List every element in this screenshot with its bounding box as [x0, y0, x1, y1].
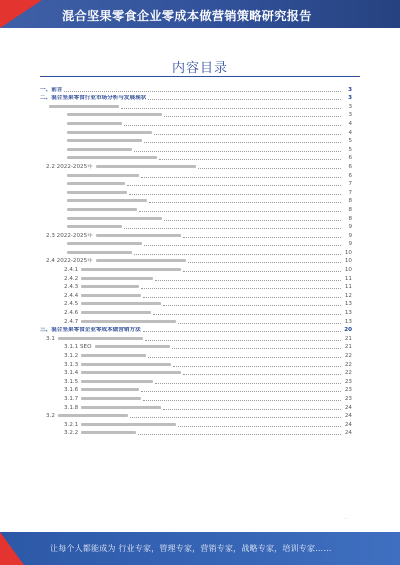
toc-entry-title: 2.4.5: [40, 301, 161, 308]
toc-leader-dots: [159, 159, 341, 160]
toc-entry[interactable]: [40, 394, 352, 403]
toc-entry-page: 24: [344, 413, 352, 420]
toc-entry-page: 5: [348, 146, 352, 153]
toc-entry-title: [40, 224, 122, 231]
illegible-text-placeholder: [67, 242, 142, 245]
toc-entry-title: [40, 207, 137, 214]
toc-entry-title: 3.2.1: [40, 422, 176, 429]
illegible-text-placeholder: [67, 139, 142, 142]
toc-heading-rule: [40, 76, 360, 77]
toc-entry-page: 23: [344, 378, 352, 385]
page-marker: ·: [345, 516, 347, 522]
toc-entry[interactable]: [40, 257, 352, 266]
toc-entry-title: [40, 241, 142, 248]
toc-leader-dots: [164, 116, 341, 117]
toc-leader-dots: [149, 202, 341, 203]
toc-entry[interactable]: [40, 300, 352, 309]
illegible-text-placeholder: [67, 122, 122, 125]
toc-entry-page: 3: [348, 112, 352, 119]
toc-leader-dots: [129, 194, 341, 195]
toc-leader-dots: [121, 108, 341, 109]
toc-entry-page: 5: [348, 138, 352, 145]
illegible-text-placeholder: [81, 302, 161, 305]
toc-entry-page: 12: [344, 292, 352, 299]
toc-leader-dots: [183, 271, 341, 272]
toc-entry[interactable]: [40, 223, 352, 232]
toc-entry[interactable]: [40, 369, 352, 378]
report-header-bar: [0, 0, 400, 28]
illegible-text-placeholder: [67, 225, 122, 228]
illegible-text-placeholder: [81, 423, 176, 426]
toc-entry[interactable]: [40, 128, 352, 137]
toc-entry-page: 22: [344, 353, 352, 359]
toc-leader-dots: [183, 237, 341, 238]
toc-entry-page: 11: [344, 284, 352, 291]
illegible-text-placeholder: [81, 388, 139, 391]
toc-entry[interactable]: [40, 248, 352, 257]
illegible-text-placeholder: [96, 165, 196, 168]
toc-entry[interactable]: [40, 171, 352, 180]
toc-entry-page: 3: [348, 103, 352, 110]
toc-entry-title: 3.1.7: [40, 396, 141, 403]
toc-entry-page: 6: [348, 163, 352, 170]
toc-leader-dots: [164, 220, 341, 221]
toc-entry-title: [40, 181, 125, 188]
toc-entry-page: 9: [348, 224, 352, 231]
toc-leader-dots: [172, 348, 342, 349]
toc-entry[interactable]: [40, 334, 352, 343]
toc-leader-dots: [134, 254, 341, 255]
illegible-text-placeholder: [81, 363, 171, 366]
toc-entry-title: 2.4 2022-2025年: [40, 258, 186, 265]
illegible-text-placeholder: [67, 148, 132, 151]
illegible-text-placeholder: [81, 354, 146, 357]
toc-entry-page: 7: [348, 189, 352, 196]
toc-leader-dots: [155, 383, 341, 384]
toc-entry[interactable]: [40, 85, 352, 94]
illegible-text-placeholder: [81, 277, 153, 280]
toc-entry[interactable]: [40, 283, 352, 292]
illegible-text-placeholder: [81, 320, 176, 323]
toc-entry[interactable]: [40, 197, 352, 206]
toc-entry[interactable]: [40, 265, 352, 274]
toc-leader-dots: [198, 168, 341, 169]
toc-entry-title: 3.1.1 SEO: [40, 344, 170, 351]
toc-entry-page: 10: [344, 249, 352, 256]
toc-entry-title: 3.1: [40, 336, 143, 343]
toc-entry-page: 13: [344, 318, 352, 325]
toc-entry[interactable]: [40, 377, 352, 386]
toc-entry[interactable]: [40, 119, 352, 128]
toc-entry-title: [40, 112, 162, 119]
illegible-text-placeholder: [49, 105, 119, 108]
toc-leader-dots: [124, 125, 341, 126]
toc-entry-page: 21: [344, 335, 352, 342]
toc-entry-page: 24: [344, 404, 352, 411]
illegible-text-placeholder: [67, 208, 137, 211]
toc-leader-dots: [155, 280, 341, 281]
toc-entry-title: 3.1.2: [40, 353, 146, 360]
illegible-text-placeholder: [67, 156, 157, 159]
toc-entry-title: [40, 216, 162, 223]
toc-entry-title: 2.4.3: [40, 284, 139, 291]
toc-leader-dots: [153, 314, 341, 315]
illegible-text-placeholder: [96, 259, 186, 262]
toc-entry-page: 22: [344, 370, 352, 377]
toc-leader-dots: [188, 262, 341, 263]
toc-entry[interactable]: [40, 231, 352, 240]
toc-entry-title: 3.1.6: [40, 387, 139, 394]
toc-entry-page: 8: [348, 215, 352, 222]
illegible-text-placeholder: [81, 406, 161, 409]
toc-entry-title: [40, 147, 132, 154]
toc-leader-dots: [141, 177, 341, 178]
toc-entry-title: 3.1.8: [40, 405, 161, 412]
toc-entry[interactable]: [40, 412, 352, 421]
toc-leader-dots: [139, 211, 341, 212]
toc-entry[interactable]: [40, 162, 352, 171]
illegible-text-placeholder: [81, 397, 141, 400]
toc-entry-page: 24: [344, 430, 352, 437]
toc-leader-dots: [178, 426, 341, 427]
toc-leader-dots: [183, 374, 341, 375]
toc-entry[interactable]: [40, 429, 352, 438]
toc-entry[interactable]: [40, 214, 352, 223]
toc-entry-title: 二、混合坚果零食行业市场分析与发展现状: [40, 95, 147, 102]
toc-entry-page: 11: [344, 275, 352, 282]
toc-leader-dots: [143, 331, 341, 332]
toc-entry[interactable]: [40, 145, 352, 154]
illegible-text-placeholder: [67, 113, 162, 116]
illegible-text-placeholder: [67, 191, 127, 194]
toc-leader-dots: [144, 142, 341, 143]
toc-entry[interactable]: [40, 205, 352, 214]
toc-leader-dots: [145, 340, 341, 341]
toc-entry-page: 4: [348, 129, 352, 136]
illegible-text-placeholder: [58, 414, 128, 417]
illegible-text-placeholder: [67, 199, 147, 202]
toc-entry-title: [40, 173, 139, 180]
toc-entry[interactable]: [40, 343, 352, 352]
toc-entry-page: 23: [344, 395, 352, 402]
footer-slogan: 让每个人都能成为 行业专家，管理专家，营销专家，战略专家，培训专家……: [50, 544, 332, 553]
toc-entry-page: 9: [348, 232, 352, 239]
toc-leader-dots: [144, 245, 341, 246]
toc-entry[interactable]: [40, 94, 352, 103]
toc-leader-dots: [173, 366, 341, 367]
toc-entry[interactable]: [40, 317, 352, 326]
toc-entry[interactable]: [40, 291, 352, 300]
toc-leader-dots: [163, 409, 341, 410]
toc-entry[interactable]: [40, 386, 352, 395]
illegible-text-placeholder: [81, 371, 181, 374]
toc-entry-title: 3.1.4: [40, 370, 181, 377]
illegible-text-placeholder: [81, 268, 181, 271]
toc-entry-title: [40, 121, 122, 128]
toc-leader-dots: [163, 305, 341, 306]
toc-entry-page: 3: [348, 86, 352, 93]
toc-leader-dots: [141, 288, 341, 289]
toc-entry[interactable]: [40, 240, 352, 249]
toc-entry-page: 6: [348, 155, 352, 162]
illegible-text-placeholder: [67, 217, 162, 220]
toc-entry[interactable]: [40, 308, 352, 317]
toc-entry-title: [40, 155, 157, 162]
toc-entry-page: 6: [348, 172, 352, 179]
illegible-text-placeholder: [67, 182, 125, 185]
toc-leader-dots: [130, 417, 341, 418]
toc-leader-dots: [143, 400, 341, 401]
illegible-text-placeholder: [81, 380, 153, 383]
toc-entry[interactable]: [40, 137, 352, 146]
report-footer-bar: [0, 532, 400, 565]
toc-entry-title: [40, 198, 147, 205]
footer-red-wedge: [0, 532, 24, 565]
toc-entry-title: 2.4.4: [40, 293, 141, 300]
toc-leader-dots: [134, 151, 341, 152]
toc-entry-title: 3.1.3: [40, 362, 171, 369]
toc-entry[interactable]: [40, 360, 352, 369]
illegible-text-placeholder: [67, 251, 132, 254]
illegible-text-placeholder: [81, 285, 139, 288]
toc-leader-dots: [148, 357, 341, 358]
toc-entry-title: 2.4.1: [40, 267, 181, 274]
illegible-text-placeholder: [67, 131, 152, 134]
toc-entry-title: [40, 138, 142, 145]
toc-entry-page: 7: [348, 181, 352, 188]
toc-entry[interactable]: [40, 188, 352, 197]
toc-leader-dots: [178, 323, 341, 324]
toc-entry-title: [40, 104, 119, 111]
illegible-text-placeholder: [67, 174, 139, 177]
toc-entry-page: 8: [348, 206, 352, 213]
toc-entry-title: 2.2 2022-2025年: [40, 164, 196, 171]
toc-entry-page: 9: [348, 241, 352, 248]
toc-entry-page: 3: [348, 95, 352, 102]
toc-entry[interactable]: [40, 102, 352, 111]
toc-leader-dots: [138, 434, 341, 435]
illegible-text-placeholder: [81, 311, 151, 314]
toc-entry-page: 22: [344, 361, 352, 368]
illegible-text-placeholder: [58, 337, 143, 340]
toc-entry[interactable]: [40, 180, 352, 189]
table-of-contents: [40, 85, 352, 437]
toc-entry-page: 10: [344, 258, 352, 265]
toc-leader-dots: [64, 91, 341, 92]
header-red-wedge: [0, 0, 42, 28]
toc-entry-title: [40, 190, 127, 197]
toc-leader-dots: [154, 134, 341, 135]
toc-entry-title: 3.2: [40, 413, 128, 420]
toc-leader-dots: [141, 391, 341, 392]
toc-entry[interactable]: [40, 326, 352, 335]
toc-entry-title: 2.3 2022-2025年: [40, 233, 181, 240]
toc-entry-page: 4: [348, 120, 352, 127]
toc-leader-dots: [124, 228, 341, 229]
toc-entry-page: 23: [344, 387, 352, 394]
toc-entry-page: 8: [348, 198, 352, 205]
toc-entry-title: [40, 130, 152, 137]
illegible-text-placeholder: [96, 234, 181, 237]
toc-entry-title: 2.4.7: [40, 319, 176, 326]
toc-entry-title: 三、混合坚果零食企业零成本做营销方法: [40, 327, 141, 334]
toc-leader-dots: [143, 297, 341, 298]
toc-entry-title: 3.2.2: [40, 430, 136, 437]
toc-entry[interactable]: [40, 420, 352, 429]
toc-heading: 内容目录: [171, 61, 228, 76]
toc-entry-title: 一、前言: [40, 86, 63, 93]
toc-entry[interactable]: [40, 111, 352, 120]
toc-entry[interactable]: [40, 274, 352, 283]
illegible-text-placeholder: [81, 294, 141, 297]
toc-entry-title: 3.1.5: [40, 379, 153, 386]
illegible-text-placeholder: [81, 431, 136, 434]
report-title: 混合坚果零食企业零成本做营销策略研究报告: [62, 9, 312, 23]
toc-entry-title: [40, 250, 132, 257]
toc-entry-title: 2.4.2: [40, 276, 153, 283]
illegible-text-placeholder: [95, 345, 170, 348]
toc-entry-page: 21: [344, 344, 352, 351]
toc-leader-dots: [148, 99, 341, 100]
toc-leader-dots: [127, 185, 341, 186]
toc-entry[interactable]: [40, 351, 352, 360]
toc-entry-page: 24: [344, 421, 352, 428]
toc-entry-page: 10: [344, 267, 352, 274]
toc-entry[interactable]: [40, 403, 352, 412]
toc-entry[interactable]: [40, 154, 352, 163]
toc-entry-page: 13: [344, 310, 352, 317]
toc-entry-page: 13: [344, 301, 352, 308]
toc-entry-title: 2.4.6: [40, 310, 151, 317]
toc-entry-page: 20: [344, 327, 352, 334]
